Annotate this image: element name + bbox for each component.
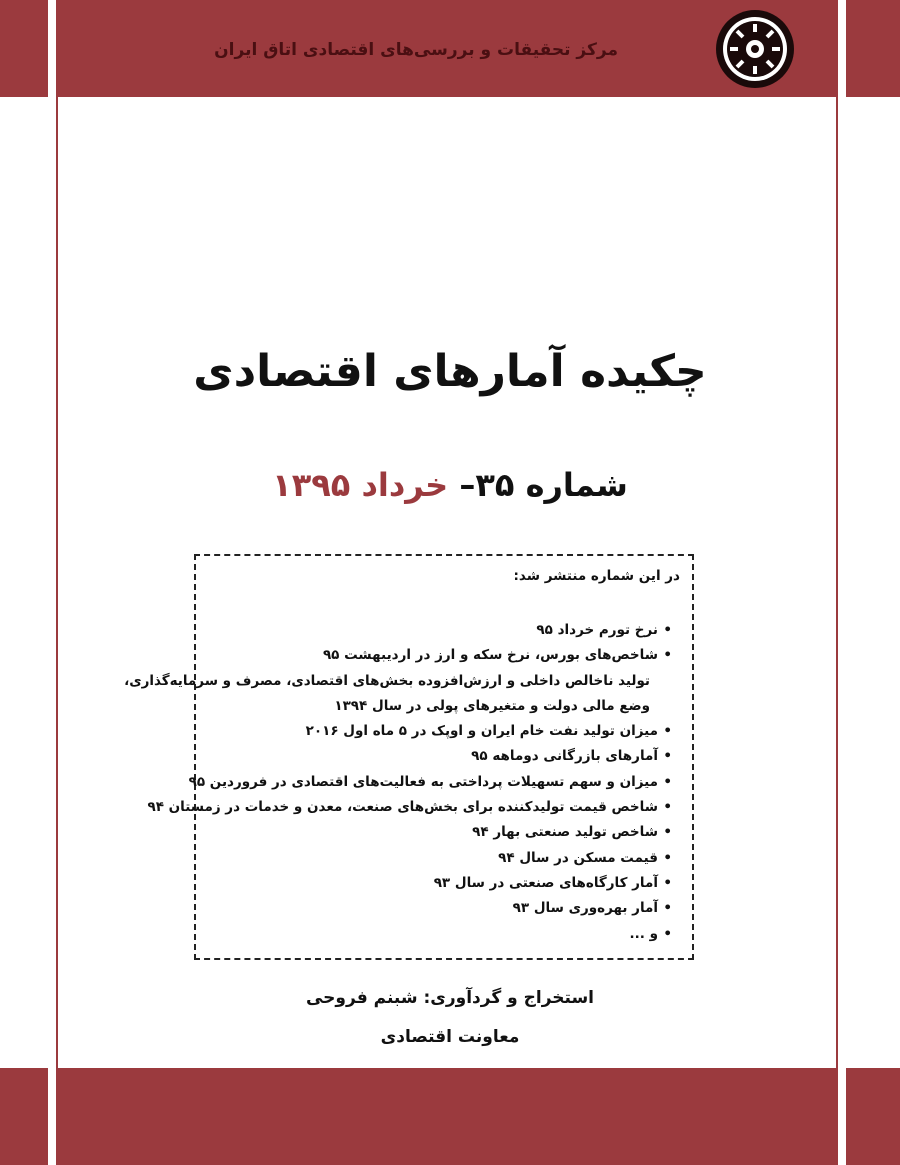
department-name: معاونت اقتصادی xyxy=(380,1027,520,1047)
list-item: وضع مالی دولت و متغیرهای پولی در سال ۱۳۹۴ xyxy=(334,697,650,714)
contents-list xyxy=(124,618,672,947)
contents-box xyxy=(124,554,694,960)
list-item: •شاخص قیمت تولیدکننده برای بخش‌های صنعت، معدن و خدمات در زمستان ۹۴ xyxy=(147,799,672,816)
page-title: چکیده آمارهای اقتصادی xyxy=(193,346,707,397)
organization-name: مرکز تحقیقات و بررسی‌های اقتصادی اتاق ایران xyxy=(214,40,618,60)
issue-number: شماره ۳۵– xyxy=(448,466,628,504)
list-item: •شاخص‌های بورس، نرخ سکه و ارز در اردیبهشت ۹۵ xyxy=(322,647,672,664)
list-item: •میزان و سهم تسهیلات پرداختی به فعالیت‌های اقتصادی در فروردین ۹۵ xyxy=(188,773,672,790)
chamber-of-commerce-seal-icon xyxy=(714,8,796,90)
list-item: •آمار کارگاه‌های صنعتی در سال ۹۳ xyxy=(433,874,672,891)
contents-heading: در این شماره منتشر شد: xyxy=(513,568,680,584)
issue-line xyxy=(0,466,900,504)
list-item: •میزان تولید نفت خام ایران و اوپک در ۵ ماه اول ۲۰۱۶ xyxy=(305,723,672,740)
list-item: •و ... xyxy=(629,925,672,942)
list-item: •نرخ تورم خرداد ۹۵ xyxy=(536,622,672,638)
list-item: •آمار بهره‌وری سال ۹۳ xyxy=(512,900,672,917)
list-item: تولید ناخالص داخلی و ارزش‌افزوده بخش‌های اقتصادی، مصرف و سرمایه‌گذاری، xyxy=(124,672,650,689)
issue-month: خرداد ۱۳۹۵ xyxy=(272,466,449,504)
compiler-credit: استخراج و گردآوری: شبنم فروحی xyxy=(305,988,595,1008)
list-item: •شاخص تولید صنعتی بهار ۹۴ xyxy=(472,824,672,841)
list-item: •قیمت مسکن در سال ۹۴ xyxy=(498,849,672,866)
footer-band xyxy=(0,1068,900,1165)
list-item: •آمارهای بازرگانی دوماهه ۹۵ xyxy=(471,748,672,765)
